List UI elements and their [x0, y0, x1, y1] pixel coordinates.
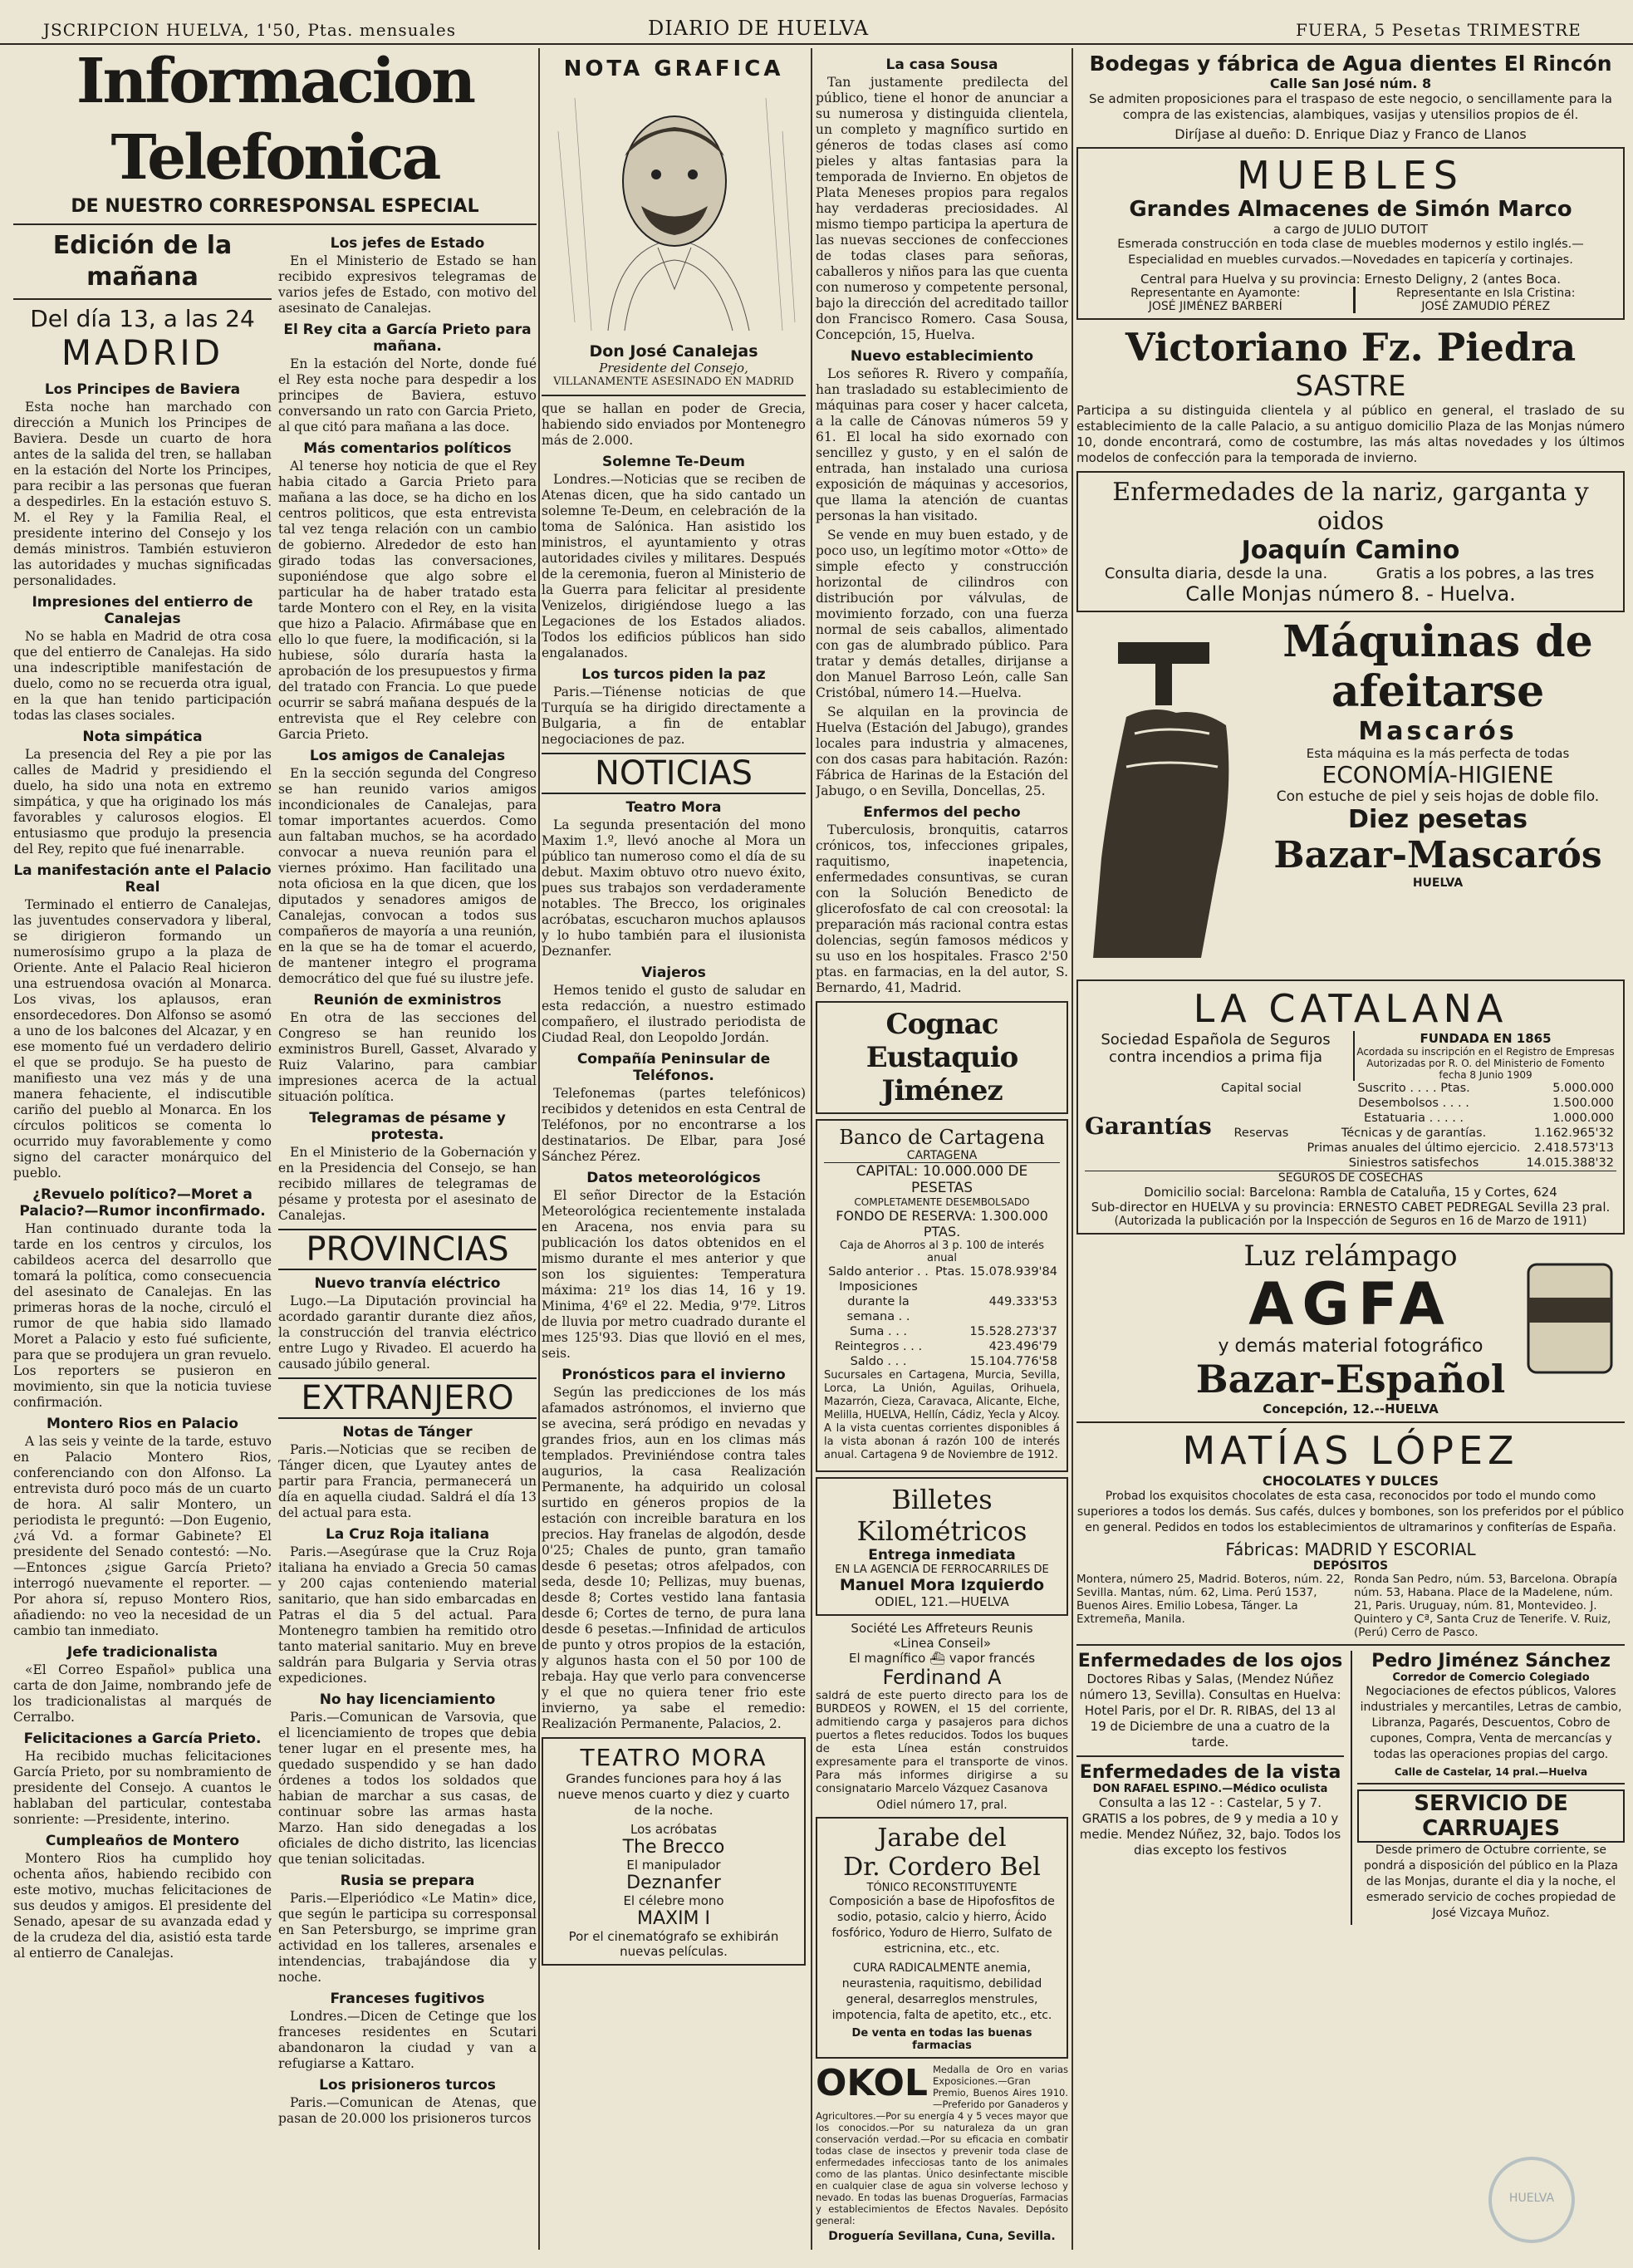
article-text: Paris.—Comunican de Atenas, que pasan de 20.000 los prisioneros turcos	[278, 2095, 537, 2126]
article-text: Terminado el entierro de Canalejas, las juventudes conservadora y liberal, se dirigieron formando un numerosísimo grupo a la plaza de Oriente. Ante el Palacio Real hicieron una estruendosa ovación al Monarca. Los vivas, los aplausos, eran ensordecedores. Don Alfonso se asomó a uno de los balcones del Alcazar, y en ese momento fué un verdadero delirio el que se produjo. Se ha puesto de manifiesto una vez más y de una manera fehaciente, el indiscutible cariño del pueblo al Monarca. En los círculos politicos se comenta lo ocurrido muy favorablemente y como signo del caracter monárquico del pueblo.	[13, 897, 272, 1181]
article-text: Paris.—Noticias que se reciben de Tánger dicen, que Lyautey antes de partir para Francia, permanecerá un día en aquella ciudad. Saldrá el día 13 del actual para esta.	[278, 1442, 537, 1520]
sastre-title: SASTRE	[1295, 370, 1406, 403]
article-text: No se habla en Madrid de otra cosa que del entierro de Canalejas. Ha sido una indescriptible manifestación de duelo, como no se recuerda otra igual, en la que han tenido participación todas las clases sociales.	[13, 629, 272, 723]
article-text: Londres.—Dicen de Cetinge que los franceses residentes en Scutari abandonaron la ciudad y van a refugiarse a Kattaro.	[278, 2009, 537, 2071]
table-row	[824, 1264, 1060, 1279]
article-text: «El Correo Español» publica una carta de don Jaime, nombrando jefe de los tradicionalistas al marqués de Cerralbo.	[13, 1662, 272, 1725]
pedro-addr: Calle de Castelar, 14 pral.—Huelva	[1394, 1766, 1588, 1778]
catalana-fund: FUNDADA EN 1865	[1420, 1031, 1552, 1046]
act-line: El manipulador	[626, 1858, 721, 1873]
catalana-title: LA CATALANA	[1193, 986, 1508, 1031]
watermark-text: HUELVA	[1508, 2192, 1555, 2205]
table-cell: Suma . . .	[849, 1325, 908, 1338]
article-text: Los señores R. Rivero y compañía, han trasladado su establecimiento de máquinas para coser y hacer calceta, a la calle de Cánovas números 59 y 61. El local ha sido exornado con sencillez y gusto, y en el salón de entrada, han instalado una curiosa exposición de máquinas y accesorios, que llama la atención de cuantas personas la han visitado.	[816, 366, 1068, 523]
banco-title: Banco de Cartagena	[839, 1126, 1045, 1149]
article-text: Paris.—Tiénense noticias de que Turquía se ha dirigido directamente a Bulgaria, a fin de entablar negociaciones de paz.	[542, 685, 806, 747]
table-cell: Saldo anterior . .	[828, 1265, 929, 1279]
lopez-text: Probad los exquisitos chocolates de esta casa, reconocidos por todo el mundo como superiores a todos los demás. Sus cafés, dulces y bombones, son los preferidos por el público en general. Pedidos en todos los establecimientos de ultramarinos y confiterías de España.	[1076, 1490, 1625, 1534]
table-cell: 2.418.573'13	[1533, 1141, 1614, 1155]
ship-line: «Linea Conseil»	[892, 1636, 992, 1651]
table-row	[1219, 1126, 1616, 1141]
article-heading: Teatro Mora	[625, 799, 722, 816]
table-cell: Estatuaria . . . . .	[1364, 1112, 1464, 1125]
canalejas-portrait	[542, 81, 806, 339]
portrait-caption: VILLANAMENTE ASESINADO EN MADRID	[553, 376, 794, 388]
catalana-sub: Sociedad Española de Seguros contra incendios a prima fija	[1101, 1031, 1331, 1066]
article-heading: Telegramas de pésame y protesta.	[309, 1110, 506, 1143]
article-heading: Nuevo tranvía eléctrico	[314, 1275, 501, 1292]
article-text: A las seis y veinte de la tarde, estuvo en Palacio Montero Rios, conferenciando con don Alfonso. La entrevista duró poco más de un cuarto de hora. Al salir Montero, un periodista le preguntó: —Don Eugenio, ¿vá Vd. a formar Gabinete? El presidente del Senado contestó: —No. —Entonces ¿sigue García Prieto? interrogó nuevamente el reporter. —Por ahora sí, repuso Montero Rios, añadiendo: no veo la necesidad de un cambio tan inmediato.	[13, 1434, 272, 1638]
ojos-title: Enfermedades de los ojos	[1077, 1651, 1343, 1672]
catalana-dom: Domicilio social: Barcelona: Rambla de Cataluña, 15 y Cortes, 624	[1144, 1185, 1557, 1200]
camino-addr: Calle Monjas número 8. - Huelva.	[1185, 582, 1516, 606]
articles-b2	[278, 1275, 537, 1372]
table-cell: 15.528.273'37	[969, 1325, 1057, 1338]
nota-grafica-title: NOTA GRAFICA	[563, 56, 784, 81]
table-cell: 15.078.939'84	[969, 1265, 1057, 1279]
table-cell	[933, 1354, 967, 1369]
article-text: En el Ministerio de la Gobernación y en la Presidencia del Consejo, se han recibido millares de telegramas de pésame y protesta por el asesinato de Canalejas.	[278, 1145, 537, 1223]
banco-fondo: FONDO DE RESERVA: 1.300.000 PTAS.	[836, 1208, 1048, 1240]
article-text: La segunda presentación del mono Maxim 1.º, llevó anoche al Mora un público tan numeroso como el día de su debut. Maxim obtuvo otro nuevo éxito, pues sus trabajos son verdaderamente notables. The Brecco, los originales acróbatas, escucharon muchos aplausos y lo hubo también para el ilusionista Deznanfer.	[542, 817, 806, 959]
okol-text: Medalla de Oro en varias Exposiciones.—Gran Premio, Buenos Aires 1910.—Preferido por Ganaderos y Agricultores.—Por su energía 4 y 5 veces mayor que los conocidos.—Por su naturaleza da un gran conservación verdad.—Por su eficacia en combatir todas clase de insectos y prevenir toda clase de enfermedades infecciosas tanto de los animales como de las plantas. Único desinfectante miscible en cualquier clase de agua sin volverse lechoso y nevado. En todas las buenas Droguerías, Farmacias y establecimientos de Efectos Navales. Depósito general:	[816, 2064, 1068, 2226]
ojos-text: Doctores Ribas y Salas, (Mendez Núñez número 13, Sevilla). Consultas en Huelva: Hotel Paris, por el Dr. R. RIBAS, del 13 al 19 de Diciembre de una a cuatro de la tarde.	[1079, 1672, 1341, 1750]
section-title: Informacion Telefonica	[76, 46, 474, 194]
table-cell: Saldo . . .	[850, 1355, 907, 1368]
provincias-title: PROVINCIAS	[278, 1229, 537, 1270]
lopez-dep-left: Montera, número 25, Madrid. Boteros, núm. 22, Sevilla. Mantas, núm. 62, Lima. Perú 1537, Buenos Aires. Emilio Lobesa, Tánger. La Extremeña, Manila.	[1076, 1573, 1345, 1626]
article-text: Telefonemas (partes telefónicos) recibidos y detenidos en esta Central de Teléfonos, por no encontrarse a los destinatarios. De Elbar, para José Sánchez Pérez.	[542, 1086, 806, 1164]
act-line: The Brecco	[622, 1837, 725, 1858]
camino-ad	[1076, 471, 1625, 612]
article-heading: Cumpleaños de Montero	[45, 1833, 240, 1849]
afeitar-t1: Esta máquina es la más perfecta de todas	[1306, 746, 1570, 761]
rep1-name: JOSÉ JIMÉNEZ BARBERÍ	[1148, 300, 1282, 313]
afeitar-store: Bazar-Mascarós	[1273, 834, 1602, 876]
banco-desem: COMPLETAMENTE DESEMBOLSADO	[854, 1196, 1030, 1208]
table-cell	[933, 1279, 967, 1324]
rincon-title: Bodegas y fábrica de Agua dientes El Rincón	[1089, 52, 1612, 76]
library-watermark	[1488, 2157, 1575, 2243]
rep1-label: Representante en Ayamonte:	[1130, 287, 1301, 300]
column-2	[542, 56, 806, 2266]
teatro-text: Grandes funciones para hoy á las nueve menos cuarto y diez y cuarto de la noche.	[557, 1771, 790, 1818]
okol-ad	[816, 2064, 1068, 2243]
pedro-ad	[1351, 1651, 1625, 1925]
article-heading: Los prisioneros turcos	[319, 2077, 496, 2094]
table-row	[1219, 1156, 1616, 1171]
ship-intro: El magnífico	[848, 1651, 926, 1666]
banco-capital: CAPITAL: 10.000.000 DE PESETAS	[824, 1162, 1060, 1196]
agfa-t2: y demás material fotográfico	[1218, 1336, 1483, 1357]
afeitar-title: Máquinas de afeitarse	[1282, 616, 1593, 717]
article-text: Han continuado durante toda la tarde en los centros y circulos, los cabildeos acerca del desarrollo que tomará la política, como consecuencia del asesinato de Canalejas. En las primeras horas de la noche, circuló el rumor de que habia sido llamado Moret a Palacio y esto fué suficiente, para que se produjera un gran revuelo. Los reporters se pusieron en movimiento, sin que la noticia tuviese confirmación.	[13, 1221, 272, 1410]
okol-title: OKOL	[816, 2062, 928, 2104]
act-line: Deznanfer	[626, 1873, 721, 1893]
article-heading: Nuevo establecimiento	[850, 348, 1034, 365]
subscription-local: JSCRIPCION HUELVA, 1'50, Ptas. mensuales	[43, 20, 456, 40]
muebles-central: Central para Huelva y su provincia: Ernesto Deligny, 2 (antes Boca.	[1140, 272, 1562, 287]
article-heading: La casa Sousa	[885, 56, 998, 73]
lopez-fab: Fábricas: MADRID Y ESCORIAL	[1225, 1539, 1476, 1559]
lopez-sub: CHOCOLATES Y DULCES	[1262, 1473, 1439, 1489]
articles-c2a	[542, 454, 806, 748]
lopez-dep: DEPÓSITOS	[1312, 1559, 1389, 1573]
ship-text: saldrá de este puerto directo para los de BURDEOS y ROWEN, el 15 del corriente, admitiendo carga y pasajeros para dichos puertos a fletes reducidos. Todos los buques de esta Línea están construidos expresamente para el transporte de vinos. Para más informes dirigirse a su consignatario Marcelo Vázquez Casanova	[816, 1689, 1068, 1795]
articles-c2b	[542, 799, 806, 1732]
billetes-ad	[816, 1477, 1068, 1616]
table-cell: Reintegros . . .	[834, 1340, 923, 1353]
article-heading: Rusia se prepara	[340, 1873, 475, 1889]
articles-b	[278, 235, 537, 1224]
muebles-cargo: a cargo de JULIO DUTOIT	[1273, 222, 1429, 237]
vista-doc: DON RAFAEL ESPINO.—Médico oculista	[1092, 1783, 1328, 1795]
vista-text: Consulta a las 12 - : Castelar, 5 y 7. GRATIS a los pobres, de 9 y media a 10 y medie. Mendez Núñez, 32, bajo. Todos los dias excepto los festivos	[1079, 1795, 1341, 1858]
noticias-title: NOTICIAS	[542, 753, 806, 794]
vista-title: Enfermedades de la vista	[1079, 1762, 1341, 1783]
article-text: Tuberculosis, bronquitis, catarros crónicos, tos, infecciones gripales, raquitismo, inapetencia, enfermedades consuntivas, se curan con la Solución Benedicto de glicerofosfato de cal con creosotal: la preparación más racional contra estas dolencias, según famosos médicos y su uso en los hospitales. Frasco 2'50 ptas. en farmacias, en la del autor, S. Bernardo, 41, Madrid.	[816, 822, 1068, 995]
article-heading: Los amigos de Canalejas	[309, 748, 506, 764]
table-cell: Reservas	[1233, 1127, 1289, 1140]
rep2-name: JOSÉ ZAMUDIO PÉREZ	[1421, 300, 1551, 313]
table-cell: Suscrito . . . . Ptas.	[1357, 1082, 1470, 1095]
article-heading: La manifestación ante el Palacio Real	[13, 862, 272, 896]
table-cell: Imposiciones durante la semana . .	[839, 1280, 918, 1323]
masthead	[0, 0, 1633, 45]
agfa-t1: Luz relámpago	[1243, 1240, 1458, 1273]
article-heading: Datos meteorológicos	[586, 1170, 761, 1186]
agfa-addr: Concepción, 12.--HUELVA	[1263, 1402, 1439, 1416]
billetes-name: Manuel Mora Izquierdo	[839, 1576, 1045, 1594]
agfa-brand: AGFA	[1248, 1270, 1453, 1338]
catalana-garantias: Garantías	[1085, 1112, 1212, 1140]
rincon-text: Se admiten proposiciones para el traspaso de este negocio, o sencillamente para la compra de las existencias, alambiques, vasijas y utensilios propios de él.	[1089, 91, 1612, 122]
table-row	[824, 1354, 1060, 1369]
agfa-store: Bazar-Español	[1195, 1357, 1506, 1402]
act-line: El célebre mono	[623, 1893, 724, 1908]
camino-name: Joaquín Camino	[1241, 536, 1460, 565]
banco-ad	[816, 1119, 1068, 1472]
carruajes-text: Desde primero de Octubre corriente, se pondrá a disposición del público en la Plaza de las Monjas, durante el dia y la noche, el esmerado servicio de coches propiedad de José Vizcaya Muñoz.	[1364, 1843, 1618, 1920]
jarabe-venta: De venta en todas las buenas farmacias	[851, 2027, 1032, 2052]
article-text: Se vende en muy buen estado, y de poco uso, un legítimo motor «Otto» de simple efecto y construcción horizontal de cilindros con distribución por válvulas, de movimiento forzado, con una fuerza normal de seis caballos, alimentado con gas de alumbrado público. Para tratar y demás detalles, dirijanse a don Manuel Barroso León, calle San Cristóbal, número 14.—Huelva.	[816, 528, 1068, 700]
table-row	[824, 1279, 1060, 1324]
catalana-table	[1219, 1081, 1616, 1171]
table-row	[1219, 1141, 1616, 1156]
column-4	[1076, 52, 1625, 2261]
billetes-l1: EN LA AGENCIA DE FERROCARRILES DE	[835, 1564, 1049, 1576]
article-heading: Solemne Te-Deum	[602, 454, 745, 470]
ship-type: vapor francés	[949, 1651, 1036, 1666]
table-row	[824, 1324, 1060, 1339]
table-cell	[1219, 1141, 1304, 1156]
article-text: Lugo.—La Diputación provincial ha acordado garantir durante diez años, la construcción del tranvia eléctrico entre Lugo y Rivadeo. El acuerdo ha causado júbilo general.	[278, 1294, 537, 1372]
billetes-sub: Entrega inmediata	[868, 1547, 1016, 1564]
afeitar-ad	[1076, 617, 1625, 974]
jarabe-ad	[816, 1817, 1068, 2059]
article-text: Londres.—Noticias que se reciben de Atenas dicen, que ha sido cantado un solemne Te-Deum, en celebración de la toma de Salónica. Han asistido los ministros, el ayuntamiento y otras autoridades civiles y militares. Después de la ceremonia, fueron al Ministerio de la Guerra para felicitar al presidente Venizelos, dirigiéndose luego a las Legaciones de los Estados aliados. Todos los edificios públicos han sido engalanados.	[542, 472, 806, 660]
okol-dep: Droguería Sevillana, Cuna, Sevilla.	[828, 2230, 1056, 2243]
portrait-name: Don José Canalejas	[589, 342, 758, 361]
article-heading: No hay licenciamiento	[319, 1691, 496, 1708]
articles-a	[13, 381, 272, 1961]
article-text: Montero Rios ha cumplido hoy ochenta años, habiendo recibido con este motivo, muchas felicitaciones de sus deudos y amigos. El presidente del Senado, apesar de su avanzada edad y de la crudeza del dia, asistió esta tarde al entierro de Canalejas.	[13, 1851, 272, 1961]
lopez-dep-right: Ronda San Pedro, núm. 53, Barcelona. Obrapía núm. 53, Habana. Place de la Madelene, núm. 21, Paris. Uruguay, núm. 81, Montevideo. J. Quintero y Cª, Santa Cruz de Tenerife. V. Ruiz, (Perú) Cerro de Pasco.	[1354, 1573, 1618, 1639]
muebles-title: MUEBLES	[1237, 153, 1464, 198]
article-text: En otra de las secciones del Congreso se han reunido los exministros Burell, Gasset, Alvarado y Ruiz Valarino, para cambiar impresiones acerca de la actual situación política.	[278, 1010, 537, 1104]
article-text: Paris.—Asegúrase que la Cruz Roja italiana ha enviado a Grecia 50 camas y 200 cajas conteniendo material sanitario, que han sido embarcadas en Patras el dia 5 del actual. Para Montenegro tambien ha remitido otro tanto material sanitario. Muy en breve saldrán para Bulgaria y Servia otras expediciones.	[278, 1544, 537, 1686]
catalana-sub2: Sub-director en HUELVA y su provincia: ERNESTO CABET PEDREGAL Sevilla 23 pral.	[1091, 1200, 1611, 1215]
afeitar-brand: Mascarós	[1358, 717, 1518, 746]
banco-caja: Caja de Ahorros al 3 p. 100 de interés anual	[840, 1240, 1044, 1264]
article-heading: Franceses fugitivos	[330, 1991, 485, 2007]
muebles-sub: Grandes Almacenes de Simón Marco	[1129, 197, 1572, 222]
article-text: Tan justamente predilecta del público, tiene el honor de anunciar a su numerosa y distinguida clientela, un completo y magnífico surtido en géneros de todas clases así como pieles y altas fantasias para la temporada de Invierno. En objetos de Plata Meneses propios para regalos hay verdaderas preciosidades. Al mismo tiempo participa la apertura de las nuevas secciones de confecciones de todas clases para señoras, caballeros y niños para las que cuenta con numeroso y competente personal, bajo la dirección del acreditado taillor don Francisco Romero. Casa Sousa, Concepción, 15, Huelva.	[816, 75, 1068, 342]
banco-text: Sucursales en Cartagena, Murcia, Sevilla, Lorca, La Unión, Aguilas, Orihuela, Mazarrón, Cieza, Caravaca, Alicante, Elche, Melilla, HUELVA, Hellín, Cádiz, Yecla y Alcoy. A la vista cuentas corrientes disponibles á la vista abonan á razón 100 de interés anual. Cartagena 9 de Noviembre de 1912.	[824, 1369, 1061, 1461]
portrait-role: Presidente del Consejo,	[599, 361, 748, 376]
act-line: Por el cinematógrafo se exhibirán nuevas películas.	[568, 1929, 779, 1959]
column-3	[816, 52, 1068, 2261]
pedro-text: Negociaciones de efectos públicos, Valores industriales y mercantiles, Letras de cambio, Libranza, Pagarés, Descuentos, Cobro de cupones, Compra, Venta de mercancías y todas las operaciones propias del cargo.	[1360, 1685, 1622, 1761]
jarabe-sub: TÓNICO RECONSTITUYENTE	[866, 1882, 1018, 1894]
table-cell: 1.000.000	[1552, 1112, 1614, 1125]
muebles-ad	[1076, 147, 1625, 320]
lopez-title: MATÍAS LÓPEZ	[1182, 1428, 1519, 1473]
section-subtitle: DE NUESTRO CORRESPONSAL ESPECIAL	[71, 196, 479, 217]
teatro-acts	[550, 1822, 797, 1959]
rincon-dir: Diríjase al dueño: D. Enrique Diaz y Franco de Llanos	[1174, 126, 1527, 142]
article-text: El señor Director de la Estación Meteorológica recientemente instalada en Aracena, nos envia para su publicación los datos obtenidos en el mismo durante el mes anterior y que son los siguientes: Temperatura máxima: 21º los dias 14, 16 y 19. Minima, 4'6º el 22. Media, 9'7º. Litros de lluvia por metro cuadrado durante el mes 125'93. Dias que llovió en el mes, seis.	[542, 1188, 806, 1361]
telephone-news	[13, 43, 537, 2253]
afeitar-price: Diez pesetas	[1348, 805, 1528, 834]
jarabe-cura: CURA RADICALMENTE anemia, neurastenia, raquitismo, debilidad general, desarreglos menstrules, impotencia, falta de apetito, etc., etc.	[831, 1961, 1052, 2022]
article-text: Hemos tenido el gusto de saludar en esta redacción, a nuestro estimado compañero, el ilustrado periodista de Ciudad Real, don Leopoldo Jordán.	[542, 983, 806, 1045]
billetes-addr: ODIEL, 121.—HUELVA	[875, 1594, 1009, 1609]
jarabe-t2: Dr. Cordero Bel	[843, 1853, 1041, 1882]
pedro-title: Pedro Jiménez Sánchez	[1371, 1651, 1611, 1672]
carruajes-title: SERVICIO DE CARRUAJES	[1357, 1789, 1625, 1843]
table-cell	[1219, 1111, 1304, 1126]
ship-name: Ferdinand A	[882, 1666, 1002, 1689]
table-cell: 449.333'53	[988, 1295, 1057, 1308]
article-heading: Reunión de exministros	[313, 992, 502, 1009]
table-row	[1219, 1096, 1616, 1111]
ship-icon: ⛴	[929, 1651, 946, 1666]
table-row	[1219, 1111, 1616, 1126]
article-text: En el Ministerio de Estado se han recibido expresivos telegramas de varios jefes de Estado, con motivo del asesinato de Canalejas.	[278, 253, 537, 316]
article-heading: Impresiones del entierro de Canalejas	[32, 594, 253, 627]
sastre-text: Participa a su distinguida clientela y al público en general, el traslado de su establecimiento de la calle Palacio, a su antiguo domicilio Plaza de las Monjas número 10, donde encontrará, como de costumbre, las más altas novedades y los últimos modelos de confección para la temporada de invierno.	[1076, 403, 1625, 465]
afeitar-t3: Con estuche de piel y seis hojas de doble filo.	[1276, 788, 1600, 805]
article-heading: Los turcos piden la paz	[581, 666, 766, 683]
act-line: Los acróbatas	[630, 1822, 717, 1837]
article-heading: Compañía Peninsular de Teléfonos.	[576, 1051, 771, 1084]
articles-c3	[816, 56, 1068, 996]
article-heading: Los jefes de Estado	[330, 235, 485, 252]
cognac-title: Cognac Eustaquio Jiménez	[866, 1008, 1018, 1107]
camino-title: Enfermedades de la nariz, garganta y oidos	[1112, 478, 1589, 536]
article-heading: La Cruz Roja italiana	[325, 1526, 490, 1543]
catalana-cosechas: SEGUROS DE COSECHAS	[1085, 1171, 1616, 1185]
extranjero-title: EXTRANJERO	[278, 1377, 537, 1419]
table-cell: 1.162.965'32	[1533, 1127, 1614, 1140]
table-cell: Desembolsos . . . .	[1358, 1097, 1469, 1110]
article-text: Paris.—Elperiódico «Le Matin» dice, que según le participa su corresponsal en San Petersburgo, se imprime gran actividad en los talleres, arsenales e intendencias, trabajándose dia y noche.	[278, 1891, 537, 1985]
article-text: Ha recibido muchas felicitaciones García Prieto, por su nombramiento de presidente del Consejo. A cuantos le hablaban del particular, contestaba sonriente: —Presidente, interino.	[13, 1749, 272, 1827]
table-cell	[1219, 1096, 1304, 1111]
agfa-ad	[1076, 1240, 1625, 1416]
article-text: Al tenerse hoy noticia de que el Rey habia citado a Garcia Prieto para mañana a las doce, se ha dicho en los centros politicos, que esta entrevista tal vez tenga relación con un cambio de gobierno. Alrededor de esto han girado todas las conversaciones, suponiéndose que algo sobre el particular ha de haber tratado esta tarde Montero con el Rey, en la visita que hizo a Palacio. Afirmábase que en ello lo que fuere, la modificación, si la hubiese, sólo duraría hasta la aprobación de los presupuestos y firma del tratado con Francia. Lo que puede ocurrir se sabrá mañana después de la entrevista que el Rey celebre con Garcia Prieto.	[278, 459, 537, 742]
article-text: La presencia del Rey a pie por las calles de Madrid y presidiendo el duelo, ha sido una nota en extremo simpática, y que ha originado los más favorables y calurosos elogios. El entusiasmo que produjo la presencia del Rey, repito que fué inenarrable.	[13, 747, 272, 857]
table-cell	[933, 1339, 967, 1354]
table-cell: Capital social	[1221, 1082, 1302, 1095]
table-cell	[1219, 1156, 1304, 1171]
article-heading: Los Principes de Baviera	[44, 381, 241, 398]
banco-table	[824, 1264, 1060, 1369]
sastre-ad	[1076, 325, 1625, 466]
paper-title: DIARIO DE HUELVA	[648, 17, 870, 40]
article-text: Esta noche han marchado con dirección a Munich los Principes de Baviera. Desde un cuarto de hora antes de la salida del tren, se hallaban en la estación del Norte los Principes, para recibir a las personas que fueran a despedirles. En la estación estuvo S. M. el Rey y la Familia Real, el presidente interino del Consejo y los demás ministros. También estuvieron las autoridades y muchas significadas personalidades.	[13, 400, 272, 588]
article-heading: Felicitaciones a García Prieto.	[23, 1730, 262, 1747]
table-cell	[933, 1324, 967, 1339]
table-row	[1219, 1081, 1616, 1096]
article-heading: Viajeros	[641, 965, 706, 981]
teatro-title: TEATRO MORA	[580, 1744, 767, 1771]
table-cell: 1.500.000	[1552, 1097, 1614, 1110]
table-cell: Ptas.	[935, 1265, 965, 1279]
table-cell: 423.496'79	[988, 1340, 1057, 1353]
article-text: En la estación del Norte, donde fué el Rey esta noche para despedir a los principes de Baviera, estuvo conversando un rato con Garcia Prieto, al que citó para mañana a las doce.	[278, 356, 537, 434]
table-row	[824, 1339, 1060, 1354]
catalana-ad	[1076, 979, 1625, 1235]
catalana-aut: (Autorizada la publicación por la Inspección de Seguros en 16 de Marzo de 1911)	[1114, 1215, 1587, 1228]
jarabe-t1: Jarabe del	[877, 1824, 1007, 1853]
teatro-mora-ad	[542, 1737, 806, 1966]
catalana-fundtext: Acordada su inscripción en el Registro de Empresas Autorizadas por R. O. del Ministerio de Fomento fecha 8 Junio 1909	[1356, 1046, 1615, 1081]
sastre-name: Victoriano Fz. Piedra	[1125, 325, 1577, 370]
jarabe-text: Composición a base de Hipofosfitos de sodio, potasio, calcio y hierro, Ácido fosfórico, Yoduro de Hierro, Sulfato de estricnina, etc., etc.	[829, 1895, 1055, 1956]
ship-company: Société Les Affreteurs Reunis	[851, 1621, 1033, 1636]
ship-ad	[816, 1621, 1068, 1812]
cognac-ad	[816, 1001, 1068, 1114]
billetes-title: Billetes Kilométricos	[856, 1484, 1027, 1547]
agfa-tin-icon	[1520, 1256, 1620, 1381]
ship-addr: Odiel número 17, pral.	[876, 1799, 1008, 1812]
article-text: En la sección segunda del Congreso se han reunido varios amigos incondicionales de Canalejas, para tomar importantes acuerdos. Como aun faltaban muchos, se ha acordado convocar a nueva reunión para el viernes próximo. Han facilitado una nota oficiosa en la que dicen, que los diputados y senadores amigos de Canalejas, convocan a todos sus compañeros de mayoría a una reunión, en la que se ha de tomar el acuerdo, de mantener integro el programa democrático del que fué su ilustre jefe.	[278, 766, 537, 986]
article-heading: Pronósticos para el invierno	[561, 1367, 786, 1383]
article-heading: El Rey cita a García Prieto para mañana.	[283, 322, 532, 355]
article-text: Según las predicciones de los más afamados astrónomos, el invierno que se avecina, será pródigo en nevadas y grandes frios, aun en los climas más templados. Previniéndose contra tales augurios, la casa Realización Permanente, ha adquirido un colosal surtido en géneros propios de la estación con increible baratura en los precios. Hay franelas de algodón, desde 0'25; Chales de punto, gran tamaño desde 6 pesetas; otros afelpados, con seda, desde 10; Pellizas, muy buenas, desde 8; Cortes vestido lana fantasia desde 6; Cortes de terno, de pura lana desde 6 pesetas.—Infinidad de articulos de punto y otros propios de la estación, y algunos hasta con el 50 por 100 de rebaja. Hay que verlo para convencerse y el que no quiera tener frio este invierno, ya sabe el remedio: Realización Permanente, Palacios, 2.	[542, 1385, 806, 1731]
edition-city: MADRID	[61, 332, 224, 373]
article-heading: Montero Rios en Palacio	[47, 1416, 238, 1432]
pedro-sub: Corredor de Comercio Colegiado	[1392, 1672, 1590, 1684]
rincon-ad	[1076, 52, 1625, 142]
lopez-ad	[1076, 1428, 1625, 1639]
camino-cons: Consulta diaria, desde la una.	[1104, 565, 1328, 582]
table-cell: Primas anuales del último ejercicio.	[1307, 1141, 1521, 1155]
article-heading: Nota simpática	[82, 729, 203, 745]
table-cell: Siniestros satisfechos	[1348, 1156, 1479, 1170]
article-heading: Más comentarios políticos	[303, 440, 512, 457]
razor-hand-illustration	[1076, 626, 1251, 958]
continuation: que se hallan en poder de Grecia, habiendo sido enviados por Montenegro más de 2.000.	[542, 401, 806, 448]
articles-b3	[278, 1424, 537, 2127]
rincon-addr: Calle San José núm. 8	[1269, 76, 1432, 91]
table-cell: Técnicas y de garantías.	[1341, 1127, 1487, 1140]
afeitar-t2: ECONOMÍA-HIGIENE	[1322, 761, 1554, 788]
article-text: Paris.—Comunican de Varsovia, que el licenciamiento de tropes que debia tener lugar en el presente mes, ha quedado suspendido y se han dado órdenes a todos los soldados que habian de marchar a sus casas, de continuar sobre las armas hasta Marzo. Han sido denegadas a los oficiales de dicho distrito, las licencias que tenian solicitadas.	[278, 1710, 537, 1867]
article-heading: Jefe tradicionalista	[66, 1644, 218, 1661]
act-line: MAXIM I	[636, 1908, 711, 1929]
banco-city: CARTAGENA	[906, 1149, 978, 1162]
afeitar-city: HUELVA	[1412, 876, 1464, 890]
table-cell: 5.000.000	[1552, 1082, 1614, 1095]
rep2-label: Representante en Isla Cristina:	[1396, 287, 1576, 300]
article-heading: Notas de Tánger	[342, 1424, 473, 1441]
subscription-outside: FUERA, 5 Pesetas TRIMESTRE	[1296, 20, 1582, 40]
camino-grat: Gratis a los pobres, a las tres	[1376, 565, 1595, 582]
table-cell: 14.015.388'32	[1526, 1156, 1614, 1170]
article-heading: ¿Revuelo político?—Moret a Palacio?—Rumor inconfirmado.	[19, 1186, 266, 1220]
table-cell: 15.104.776'58	[969, 1355, 1057, 1368]
ojos-ad	[1076, 1651, 1344, 1925]
edition-date: Del día 13, a las 24	[30, 305, 255, 332]
edition-title: Edición de la mañana	[52, 231, 233, 292]
muebles-text: Esmerada construcción en toda clase de muebles modernos y estilo inglés.—Especialidad en muebles curvados.—Novedades en tapicería y cortinajes.	[1117, 238, 1584, 267]
article-heading: Enfermos del pecho	[863, 804, 1021, 821]
article-text: Se alquilan en la provincia de Huelva (Estación del Jabugo), grandes locales para industria y almacenes, con dos casas para habitación. Razón: Fábrica de Harinas de la Estación del Jabugo, o en Sevilla, Doncellas, 25.	[816, 704, 1068, 798]
